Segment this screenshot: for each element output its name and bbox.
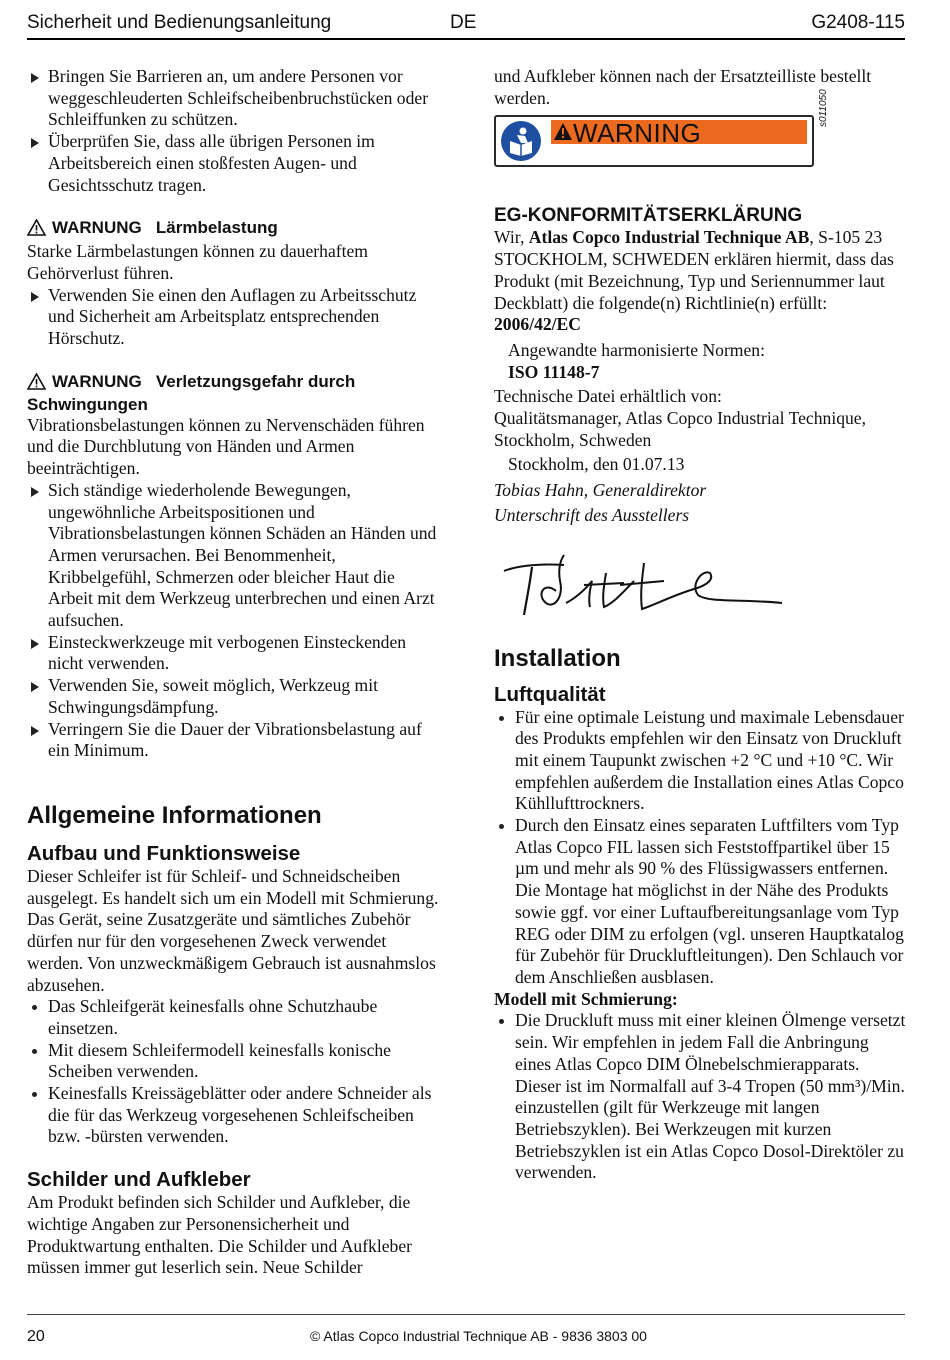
norm: ISO 11148-7 — [508, 361, 600, 382]
list-item: Verwenden Sie, soweit möglich, Werkzeug mit Schwingungsdämpfung. — [27, 675, 441, 718]
paragraph: Wir, Atlas Copco Industrial Technique AB, S-105 23 STOCKHOLM, SCHWEDEN erklären hiermit, dass das Produkt (mit Bezeichnung, Typ und Seriennummer laut Deckblatt) die folgende(n) Richtlinie(n) erfüllt: — [494, 227, 894, 313]
footer-divider — [27, 1314, 905, 1315]
section-heading: Allgemeine Informationen — [27, 801, 322, 829]
list-item: Für eine optimale Leistung und maximale Lebensdauer des Produkts empfehlen wir den Einsatz von Druckluft mit einem Taupunkt zwischen +2 °C und +10 °C. Wir empfehlen außerdem die Installation eines Atlas Copco Kühllufttrockners. — [494, 707, 906, 816]
bullet-dot-icon — [499, 824, 504, 829]
product-code: G2408-115 — [811, 12, 905, 33]
sticker-code: s011050 — [818, 89, 829, 128]
subsection-heading: Schilder und Aufkleber — [27, 1168, 251, 1192]
techfile-location: Qualitätsmanager, Atlas Copco Industrial Technique, Stockholm, Schweden — [494, 408, 867, 450]
paragraph: Dieser Schleifer ist für Schleif- und Schneidscheiben ausgelegt. Es handelt sich um ein Modell mit Schmierung. Das Gerät, seine Zusatzgeräte und sämtliches Zubehör dürfen nur für den vorgesehenen Zweck verwendet werden. Von unzweckmäßigem Gebrauch ist ausnahmslos abzusehen. — [27, 865, 439, 995]
list-item: Einsteckwerkzeuge mit verbogenen Einsteckenden nicht verwenden. — [27, 632, 441, 675]
triangle-bullet-icon — [31, 138, 39, 148]
document-title: Sicherheit und Bedienungsanleitung — [27, 12, 332, 33]
triangle-bullet-icon — [31, 292, 39, 302]
signer: Tobias Hahn, Generaldirektor — [494, 480, 707, 501]
page-number: 20 — [27, 1328, 45, 1345]
signature — [494, 527, 906, 637]
lube-heading: Modell mit Schmierung: — [494, 988, 678, 1009]
techfile-label: Technische Datei erhältlich von: — [494, 386, 722, 407]
bullet-dot-icon — [32, 1005, 37, 1010]
list-item: Sich ständige wiederholende Bewegungen, ungewöhnliche Arbeitspositionen und Vibrationsbelastungen können Schäden an Händen und Armen verursachen. Bei Benommenheit, Kribbelgefühl, Schmerzen oder bleicher Haut die Arbeit mit dem Werkzeug unterbrechen und einen Arzt aufsuchen. — [27, 480, 441, 632]
page-header — [27, 10, 905, 40]
subsection-heading: Aufbau und Funktionsweise — [27, 841, 301, 865]
warning-text: Starke Lärmbelastungen können zu dauerhaftem Gehörverlust führen. — [27, 241, 368, 283]
list-item: Überprüfen Sie, dass alle übrigen Personen im Arbeitsbereich einen stoßfesten Augen- und Gesichtsschutz tragen. — [27, 131, 441, 196]
left-column — [27, 66, 441, 1279]
triangle-bullet-icon — [31, 682, 39, 692]
read-manual-icon — [501, 121, 541, 161]
warning-heading-vibration: WARNUNG Verletzungsgefahr durch Schwingungen — [27, 371, 356, 414]
bullet-dot-icon — [499, 1019, 504, 1024]
warning-banner — [551, 118, 807, 149]
list-item: Die Druckluft muss mit einer kleinen Ölmenge versetzt sein. Wir empfehlen in jedem Fall die Anbringung eines Atlas Copco DIM Ölnebelschmierapparats. Dieser ist im Normalfall auf 3-4 Tropen (50 mm³)/Min. einzustellen (gilt für Werkzeuge mit langen Betriebszyklen). Bei Werkzeugen mit kurzen Betriebszyklen ist ein Atlas Copco Dosol-Direktöler zu verwenden. — [494, 1010, 906, 1184]
norms-label: Angewandte harmonisierte Normen: — [508, 339, 765, 360]
warning-triangle-icon — [27, 219, 46, 241]
list-item: Verwenden Sie einen den Auflagen zu Arbeitsschutz und Sicherheit am Arbeitsplatz entsprechenden Hörschutz. — [27, 285, 441, 350]
triangle-bullet-icon — [31, 73, 39, 83]
subsection-heading: Luftqualität — [494, 682, 606, 706]
triangle-bullet-icon — [31, 639, 39, 649]
section-heading: Installation — [494, 644, 621, 672]
bullet-dot-icon — [32, 1092, 37, 1097]
paragraph: Am Produkt befinden sich Schilder und Aufkleber, die wichtige Angaben zur Personensicherheit und Produktwartung enthalten. Die Schilder und Aufkleber müssen immer gut leserlich sein. Neue Schilder — [27, 1192, 413, 1278]
section-heading: EG-KONFORMITÄTSERKLÄRUNG — [494, 205, 803, 227]
language-code: DE — [450, 12, 477, 33]
warning-sticker — [494, 89, 829, 167]
right-column — [494, 66, 906, 1184]
warning-triangle-icon — [553, 122, 573, 141]
signature-label: Unterschrift des Ausstellers — [494, 504, 690, 525]
triangle-bullet-icon — [31, 487, 39, 497]
warning-heading-noise: WARNUNG Lärmbelastung — [27, 218, 441, 241]
warning-label: WARNING — [573, 118, 702, 149]
copyright: © Atlas Copco Industrial Technique AB - 9836 3803 00 — [310, 1328, 647, 1344]
bullet-dot-icon — [499, 716, 504, 721]
list-item: Mit diesem Schleifermodell keinesfalls konische Scheiben verwenden. — [27, 1040, 441, 1083]
list-item: Durch den Einsatz eines separaten Luftfilters vom Typ Atlas Copco FIL lassen sich Feststoffpartikel über 15 µm und mehr als 90 % des Flüssigwassers entfernen. Die Montage hat möglichst in der Nähe des Produkts sowie ggf. vor einer Luftaufbereitungsanlage vom Typ REG oder DIM zu erfolgen (vgl. unseren Hauptkatalog für Zubehör für Druckluftleitungen). Den Schlauch vor dem Anschließen ausblasen. — [494, 815, 906, 989]
triangle-bullet-icon — [31, 726, 39, 736]
list-item: Das Schleifgerät keinesfalls ohne Schutzhaube einsetzen. — [27, 996, 441, 1039]
place-date: Stockholm, den 01.07.13 — [508, 454, 685, 475]
paragraph: und Aufkleber können nach der Ersatzteilliste bestellt werden. — [494, 66, 872, 108]
warning-text: Vibrationsbelastungen können zu Nervenschäden führen und die Durchblutung von Händen und Armen beeinträchtigen. — [27, 414, 425, 479]
list-item: Keinesfalls Kreissägeblätter oder andere Schneider als die für das Werkzeug vorgesehenen Schleifscheiben bzw. -bürsten verwenden. — [27, 1083, 441, 1148]
warning-triangle-icon — [27, 373, 46, 395]
bullet-dot-icon — [32, 1049, 37, 1054]
list-item: Verringern Sie die Dauer der Vibrationsbelastung auf ein Minimum. — [27, 719, 441, 762]
directive: 2006/42/EC — [494, 314, 581, 335]
list-item: Bringen Sie Barrieren an, um andere Personen vor weggeschleuderten Schleifscheibenbruchstücken oder Schleiffunken zu schützen. — [27, 66, 441, 131]
